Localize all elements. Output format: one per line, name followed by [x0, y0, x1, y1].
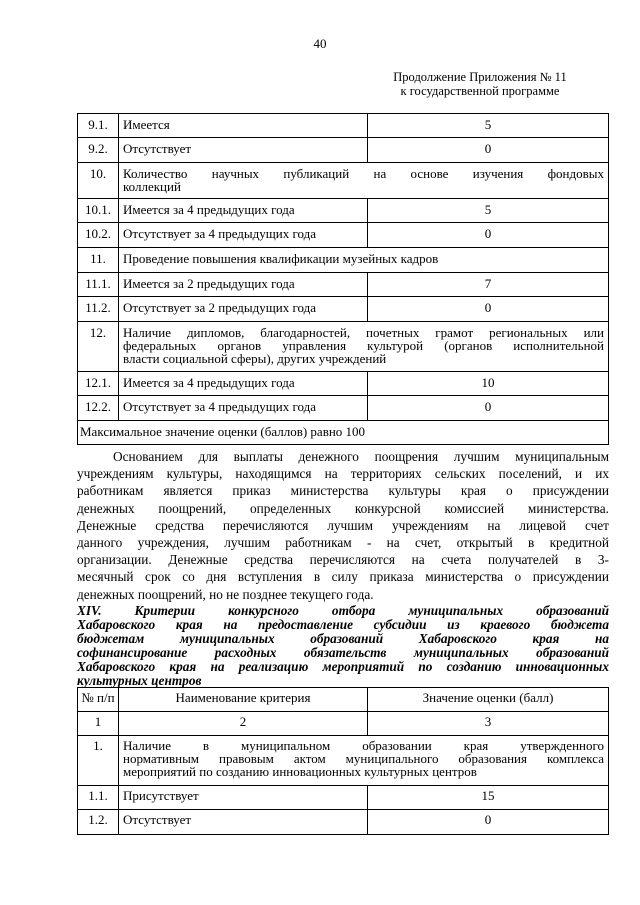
table-row — [78, 114, 609, 138]
appendix-caption — [380, 70, 580, 98]
criterion-line: Наличие в муниципальном образовании края утвержденного — [123, 738, 604, 753]
table-row — [78, 786, 609, 810]
criteria-table-2 — [77, 687, 609, 835]
paragraph-line: Денежные средства перечисляются лучшим учреждениям на лицевой счет — [77, 517, 609, 533]
row-number: 1.1. — [78, 786, 119, 810]
score-value: 10 — [368, 372, 609, 396]
score-value: 0 — [368, 810, 609, 835]
score-value: 5 — [368, 114, 609, 138]
body-paragraph — [77, 448, 609, 603]
criterion-line: коллекций — [123, 179, 181, 194]
row-number: 11.2. — [78, 297, 119, 322]
table-row — [78, 163, 609, 199]
column-index: 2 — [119, 712, 368, 736]
table-row — [78, 273, 609, 297]
criterion-line: нормативным правовым актом муниципального образования комплекса — [123, 751, 604, 766]
criterion-label: Имеется за 4 предыдущих года — [119, 199, 368, 223]
table-row — [78, 223, 609, 248]
heading-line: XIV. Критерии конкурсного отбора муниципальных образований — [77, 603, 609, 618]
row-number: 10. — [78, 163, 119, 199]
table-row — [78, 396, 609, 421]
row-number: 12.1. — [78, 372, 119, 396]
heading-line: бюджетам муниципальных образований Хабаровского края на — [77, 631, 609, 646]
table-row — [78, 248, 609, 273]
heading-line: культурных центров — [77, 673, 202, 688]
row-number: 12. — [78, 322, 119, 372]
header-row — [78, 688, 609, 712]
criterion-label: Присутствует — [119, 786, 368, 810]
appendix-line-1: Продолжение Приложения № 11 — [393, 70, 567, 84]
criteria-table-1 — [77, 113, 609, 445]
appendix-line-2: к государственной программе — [400, 84, 560, 98]
table-row — [78, 736, 609, 786]
criterion-text — [119, 322, 609, 372]
score-value: 0 — [368, 396, 609, 421]
score-value: 7 — [368, 273, 609, 297]
score-value: 0 — [368, 297, 609, 322]
criterion-label: Отсутствует за 4 предыдущих года — [119, 396, 368, 421]
paragraph-line: данного учреждения, лучшим работникам - на счет, открытый в кредитной — [77, 535, 609, 551]
table-footer-row — [78, 421, 609, 445]
paragraph-line: работникам является приказ министерства культуры края о присуждении — [77, 483, 609, 499]
section-heading — [77, 604, 609, 688]
row-number: 10.2. — [78, 223, 119, 248]
score-value: 5 — [368, 199, 609, 223]
column-header: Наименование критерия — [119, 688, 368, 712]
criterion-text — [119, 736, 609, 786]
paragraph-line: денежных поощрений, но не позднее текущего года. — [77, 586, 374, 602]
criterion-line: Проведение повышения квалификации музейных кадров — [123, 251, 439, 266]
table-row — [78, 322, 609, 372]
criterion-line: Количество научных публикаций на основе изучения фондовых — [123, 166, 604, 181]
row-number: 9.1. — [78, 114, 119, 138]
criterion-text — [119, 163, 609, 199]
column-index: 3 — [368, 712, 609, 736]
paragraph-line: Основанием для выплаты денежного поощрения лучшим муниципальным — [113, 449, 609, 464]
page-number: 40 — [313, 36, 327, 51]
score-value: 15 — [368, 786, 609, 810]
criterion-label: Отсутствует за 2 предыдущих года — [119, 297, 368, 322]
paragraph-line: месячный срок со дня вступления в силу приказа министерства о присуждении — [77, 569, 609, 585]
heading-line: Хабаровского края на реализацию мероприятий по созданию инновационных — [77, 659, 609, 674]
criterion-text — [119, 248, 609, 273]
criterion-label: Имеется за 4 предыдущих года — [119, 372, 368, 396]
criterion-line: мероприятий по созданию инновационных культурных центров — [123, 764, 477, 779]
table-row — [78, 372, 609, 396]
score-value: 0 — [368, 223, 609, 248]
row-number: 12.2. — [78, 396, 119, 421]
score-value: 0 — [368, 138, 609, 163]
row-number: 1. — [78, 736, 119, 786]
heading-line: Хабаровского края на предоставление субсидии из краевого бюджета — [77, 617, 609, 632]
column-header: Значение оценки (балл) — [368, 688, 609, 712]
row-number: 11. — [78, 248, 119, 273]
table-row — [78, 810, 609, 835]
table-row — [78, 199, 609, 223]
paragraph-line: учреждениям культуры, находящимся на территориях сельских поселений, и их — [77, 466, 609, 482]
criterion-line: федеральных органов управления культурой (органов исполнительной — [123, 338, 604, 353]
row-number: 9.2. — [78, 138, 119, 163]
index-row — [78, 712, 609, 736]
criterion-line: Наличие дипломов, благодарностей, почетных грамот региональных или — [123, 325, 604, 340]
table-row — [78, 138, 609, 163]
criterion-label: Имеется — [119, 114, 368, 138]
row-number: 1.2. — [78, 810, 119, 835]
criterion-label: Имеется за 2 предыдущих года — [119, 273, 368, 297]
paragraph-line: организации. Денежные средства перечисляются на счета получателей в 3- — [77, 552, 609, 568]
heading-line: софинансирование расходных обязательств муниципальных образований — [77, 645, 609, 660]
row-number: 11.1. — [78, 273, 119, 297]
row-number: 10.1. — [78, 199, 119, 223]
paragraph-line: денежных поощрений, определенных конкурсной комиссией министерства. — [77, 500, 609, 516]
column-index: 1 — [78, 712, 119, 736]
max-score-note: Максимальное значение оценки (баллов) равно 100 — [78, 421, 609, 445]
criterion-label: Отсутствует за 4 предыдущих года — [119, 223, 368, 248]
criterion-label: Отсутствует — [119, 810, 368, 835]
table-row — [78, 297, 609, 322]
column-header: № п/п — [78, 688, 119, 712]
criterion-line: власти социальной сферы), других учреждений — [123, 351, 387, 366]
criterion-label: Отсутствует — [119, 138, 368, 163]
